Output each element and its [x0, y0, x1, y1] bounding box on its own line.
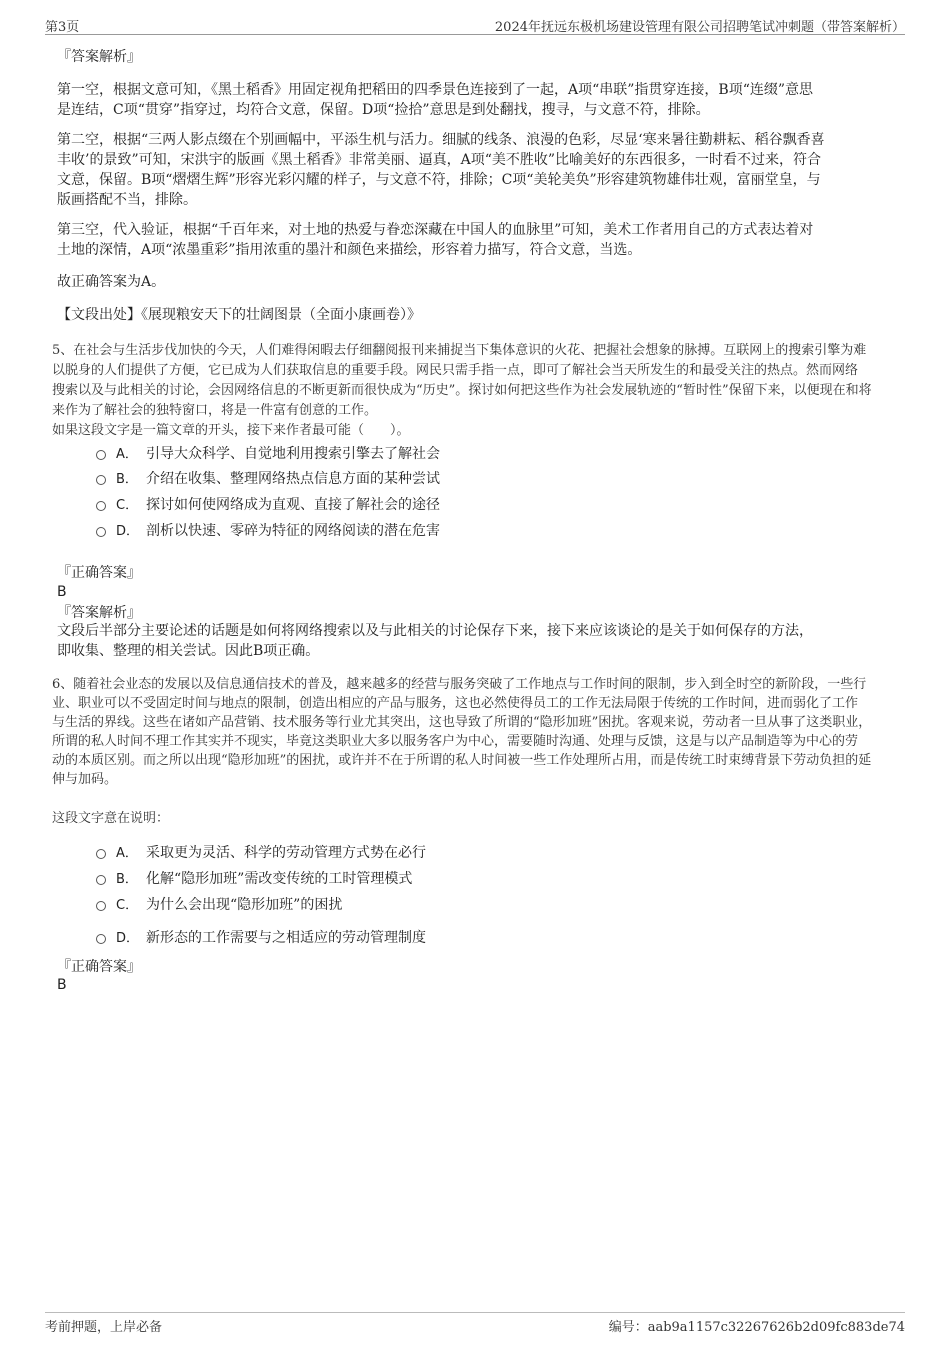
- text-line: 第三空，代入验证，根据“千百年来，对土地的热爱与眷恋深藏在中国人的血脉里”可知，美术工作者用自己的方式表达着对: [57, 222, 814, 238]
- q5-option-b[interactable]: [96, 468, 440, 490]
- option-text: 新形态的工作需要与之相适应的劳动管理制度: [146, 930, 426, 946]
- page-footer: [45, 1312, 905, 1337]
- q5-answer-label: 『正确答案』: [57, 565, 141, 581]
- radio-icon[interactable]: [96, 901, 106, 911]
- q4-para1: [57, 80, 897, 120]
- document-title: 2024年抚远东极机场建设管理有限公司招聘笔试冲刺题（带答案解析）: [494, 20, 905, 35]
- option-text: 探讨如何使网络成为直观、直接了解社会的途径: [146, 497, 440, 513]
- text-line: 与生活的界线。这些在诸如产品营销、技术服务等行业尤其突出，这也导致了所谓的“隐形加班”困扰。客观来说，劳动者一旦从事了这类职业，: [52, 715, 872, 730]
- q6-question: 这段文字意在说明：: [52, 811, 170, 826]
- text-line: 文意，保留。B项“熠熠生辉”形容光彩闪耀的样子，与文意不符，排除；C项“美轮美奂”形容建筑物雄伟壮观，富丽堂皇，与: [57, 172, 821, 188]
- text-line: 动的本质区别。而之所以出现“隐形加班”的困扰，或许并不在于所谓的私人时间被一些工作处理所占用，而是传统工时束缚背景下劳动负担的延: [52, 753, 872, 768]
- text-line: 文段后半部分主要论述的话题是如何将网络搜索以及与此相关的讨论保存下来，接下来应该谈论的是关于如何保存的方法，: [57, 623, 813, 639]
- text-line: 搜索以及与此相关的讨论，会因网络信息的不断更新而很快成为“历史”。探讨如何把这些作为社会发展轨迹的“暂时性”保留下来，以便现在和将: [52, 383, 872, 398]
- radio-icon[interactable]: [96, 475, 106, 485]
- q6-option-a[interactable]: [96, 842, 426, 864]
- option-letter: C．: [116, 898, 139, 913]
- footer-slogan: 考前押题，上岸必备: [45, 1320, 163, 1335]
- q5-answer: B: [57, 584, 67, 600]
- q6-answer-label: 『正确答案』: [57, 959, 141, 975]
- option-letter: A．: [116, 846, 138, 861]
- q4-conclusion: 故正确答案为A。: [57, 274, 166, 290]
- option-text: 介绍在收集、整理网络热点信息方面的某种尝试: [146, 471, 440, 487]
- q6-stem: [52, 675, 902, 789]
- q6-option-b[interactable]: [96, 868, 412, 890]
- radio-icon[interactable]: [96, 527, 106, 537]
- text-line: 5、在社会与生活步伐加快的今天，人们难得闲暇去仔细翻阅报刊来捕捉当下集体意识的火花、把握社会想象的脉搏。互联网上的搜索引擎为难: [52, 343, 867, 358]
- q4-analysis-label: 『答案解析』: [57, 49, 141, 65]
- q5-analysis: [57, 621, 897, 661]
- q5-stem: [52, 341, 902, 441]
- q6-option-c[interactable]: [96, 894, 342, 916]
- q4-para2: [57, 130, 897, 210]
- page-header: [45, 14, 905, 35]
- radio-icon[interactable]: [96, 875, 106, 885]
- radio-icon[interactable]: [96, 501, 106, 511]
- question-text: 如果这段文字是一篇文章的开头，接下来作者最可能（ ）。: [52, 423, 410, 438]
- option-letter: C．: [116, 498, 139, 513]
- q4-para3: [57, 220, 897, 260]
- text-line: 第一空，根据文意可知，《黑土稻香》用固定视角把稻田的四季景色连接到了一起，A项“串联”指贯穿连接，B项“连缀”意思: [57, 82, 814, 98]
- option-letter: B．: [116, 872, 138, 887]
- option-text: 为什么会出现“隐形加班”的困扰: [146, 897, 343, 913]
- option-letter: D．: [116, 931, 140, 946]
- text-line: 第二空，根据“三两人影点缀在个别画幅中，平添生机与活力。细腻的线条、浪漫的色彩，尽显‘寒来暑往勤耕耘、稻谷飘香喜: [57, 132, 825, 148]
- radio-icon[interactable]: [96, 450, 106, 460]
- text-line: 以脱身的人们提供了方便，它已成为人们获取信息的重要手段。网民只需手指一点，即可了解社会当天所发生的和最受关注的热点。然而网络: [52, 363, 859, 378]
- q6-answer: B: [57, 977, 67, 993]
- q4-source: 【文段出处】《展现粮安天下的壮阔图景（全面小康画卷）》: [57, 307, 421, 323]
- option-text: 化解“隐形加班”需改变传统的工时管理模式: [146, 871, 413, 887]
- option-text: 采取更为灵活、科学的劳动管理方式势在必行: [146, 845, 426, 861]
- q5-option-a[interactable]: [96, 443, 440, 465]
- q6-option-d[interactable]: [96, 927, 426, 949]
- text-line: 所谓的私人时间不理工作其实并不现实，毕竟这类职业大多以服务客户为中心，需要随时沟通、处理与反馈，这是与以产品制造等为中心的劳: [52, 734, 859, 749]
- option-letter: A．: [116, 447, 138, 462]
- text-line: 伸与加码。: [52, 772, 118, 787]
- radio-icon[interactable]: [96, 849, 106, 859]
- radio-icon[interactable]: [96, 934, 106, 944]
- option-text: 剖析以快速、零碎为特征的网络阅读的潜在危害: [146, 523, 440, 539]
- option-letter: D．: [116, 524, 140, 539]
- text-line: 丰收’的景致”可知，宋洪宇的版画《黑土稻香》非常美丽、逼真，A项“美不胜收”比喻美好的东西很多，一时看不过来，符合: [57, 152, 822, 168]
- q5-option-d[interactable]: [96, 520, 440, 542]
- option-text: 引导大众科学、自觉地利用搜索引擎去了解社会: [146, 446, 440, 462]
- text-line: 是连结，C项“贯穿”指穿过，均符合文意，保留。D项“捡拾”意思是到处翻找，搜寻，与文意不符，排除。: [57, 102, 710, 118]
- text-line: 6、随着社会业态的发展以及信息通信技术的普及，越来越多的经营与服务突破了工作地点与工作时间的限制，步入到全时空的新阶段，一些行: [52, 677, 867, 692]
- text-line: 版画搭配不当，排除。: [57, 192, 197, 208]
- page-number: 第3页: [45, 20, 80, 35]
- text-line: 来作为了解社会的独特窗口，将是一件富有创意的工作。: [52, 403, 378, 418]
- option-letter: B．: [116, 472, 138, 487]
- q5-analysis-label: 『答案解析』: [57, 605, 141, 621]
- text-line: 业、职业可以不受固定时间与地点的限制，创造出相应的产品与服务，这也必然使得员工的工作无法局限于传统的工作时间，进而弱化了工作: [52, 696, 859, 711]
- text-line: 土地的深情，A项“浓墨重彩”指用浓重的墨汁和颜色来描绘，形容着力描写，符合文意，当选。: [57, 242, 642, 258]
- q5-option-c[interactable]: [96, 494, 440, 516]
- text-line: 即收集、整理的相关尝试。因此B项正确。: [57, 643, 320, 659]
- document-id: 编号：aab9a1157c32267626b2d09fc883de74: [608, 1320, 905, 1335]
